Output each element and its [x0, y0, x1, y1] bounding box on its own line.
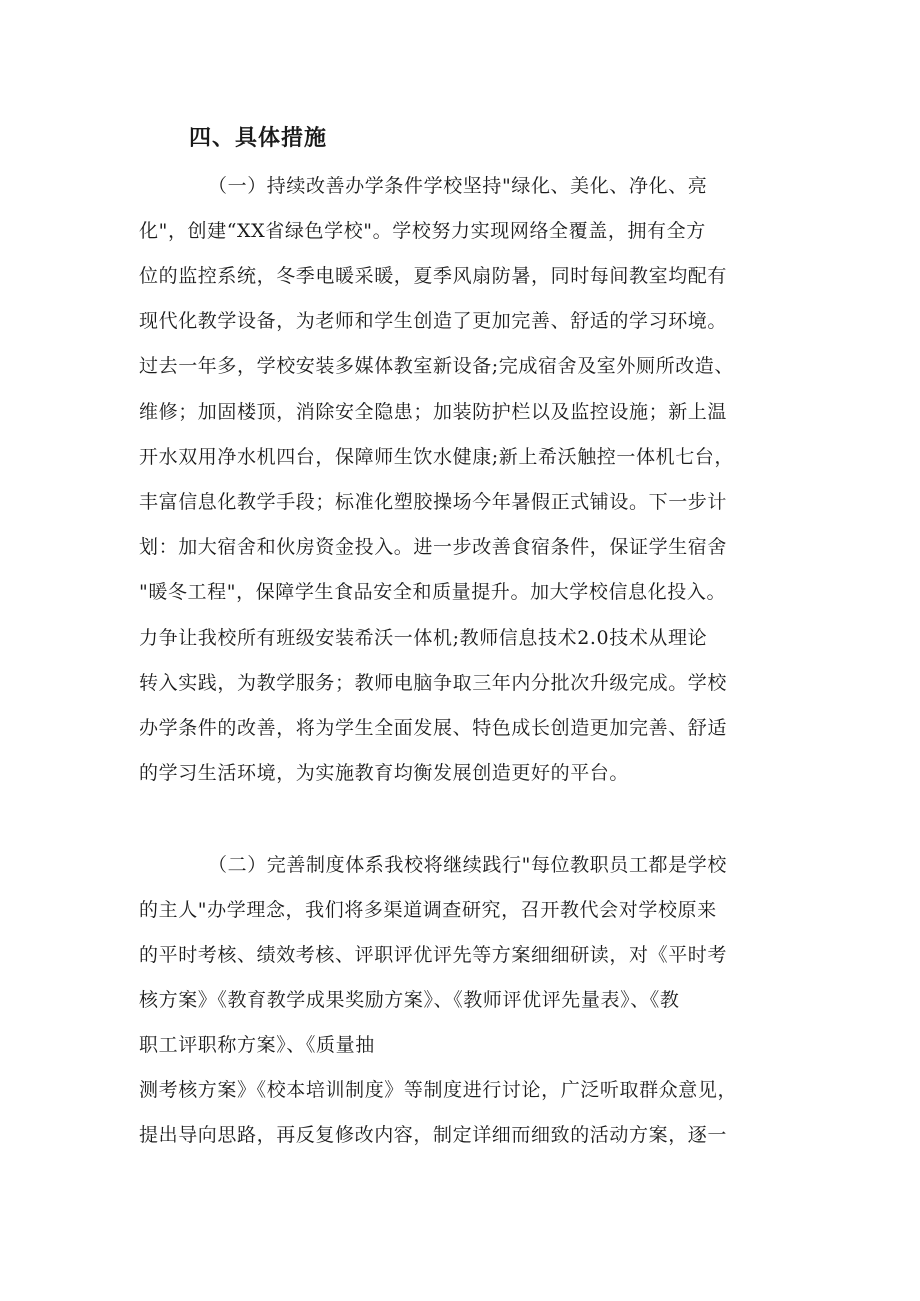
paragraph-line: 化"，创建“XX省绿色学校"。学校努力实现网络全覆盖，拥有全方 — [139, 220, 706, 242]
paragraph-line: 职工评职称方案》、《质量抽 — [139, 1034, 375, 1056]
paragraph-line: （二）完善制度体系我校将继续践行"每位教职员工都是学校 — [208, 854, 727, 876]
paragraph-line: 过去一年多，学校安装多媒体教室新设备;完成宿舍及室外厕所改造、 — [139, 355, 735, 377]
section-heading: 四、具体措施 — [189, 126, 328, 151]
paragraph-line: 的主人"办学理念，我们将多渠道调查研究，召开教代会对学校原来 — [139, 899, 717, 921]
paragraph-line: 划：加大宿舍和伙房资金投入。进一步改善食宿条件，保证学生宿舍 — [139, 536, 728, 558]
paragraph-line: 位的监控系统，冬季电暖采暖，夏季风扇防暑，同时每间教室均配有 — [139, 265, 728, 287]
paragraph-line: 力争让我校所有班级安装希沃一体机;教师信息技术2.0技术从理论 — [139, 627, 708, 649]
paragraph-line: 核方案》《教育教学成果奖励方案》、《教师评优评先量表》、《教 — [139, 989, 680, 1011]
paragraph-line: 的学习生活环境，为实施教育均衡发展创造更好的平台。 — [139, 762, 630, 784]
paragraph-line: 测考核方案》《校本培训制度》等制度进行讨论，广泛听取群众意见， — [139, 1079, 738, 1101]
paragraph-line: 的平时考核、绩效考核、评职评优评先等方案细细研读，对《平时考 — [139, 944, 728, 966]
paragraph-line: 维修；加固楼顶，消除安全隐患；加装防护栏以及监控设施；新上温 — [139, 401, 728, 423]
paragraph-line: 办学条件的改善，将为学生全面发展、特色成长创造更加完善、舒适 — [139, 717, 728, 739]
paragraph-line: "暖冬工程"，保障学生食品安全和质量提升。加大学校信息化投入。 — [139, 581, 727, 603]
paragraph-line: （一）持续改善办学条件学校坚持"绿化、美化、净化、亮 — [208, 175, 708, 197]
paragraph-line: 现代化教学设备，为老师和学生创造了更加完善、舒适的学习环境。 — [139, 310, 728, 332]
paragraph-line: 丰富信息化教学手段；标准化塑胶操场今年暑假正式铺设。下一步计 — [139, 491, 728, 513]
paragraph-line: 提出导向思路，再反复修改内容，制定详细而细致的活动方案，逐一 — [139, 1124, 728, 1146]
paragraph-line: 转入实践，为教学服务；教师电脑争取三年内分批次升级完成。学校 — [139, 672, 728, 694]
paragraph-line: 开水双用净水机四台，保障师生饮水健康;新上希沃触控一体机七台， — [139, 446, 735, 468]
